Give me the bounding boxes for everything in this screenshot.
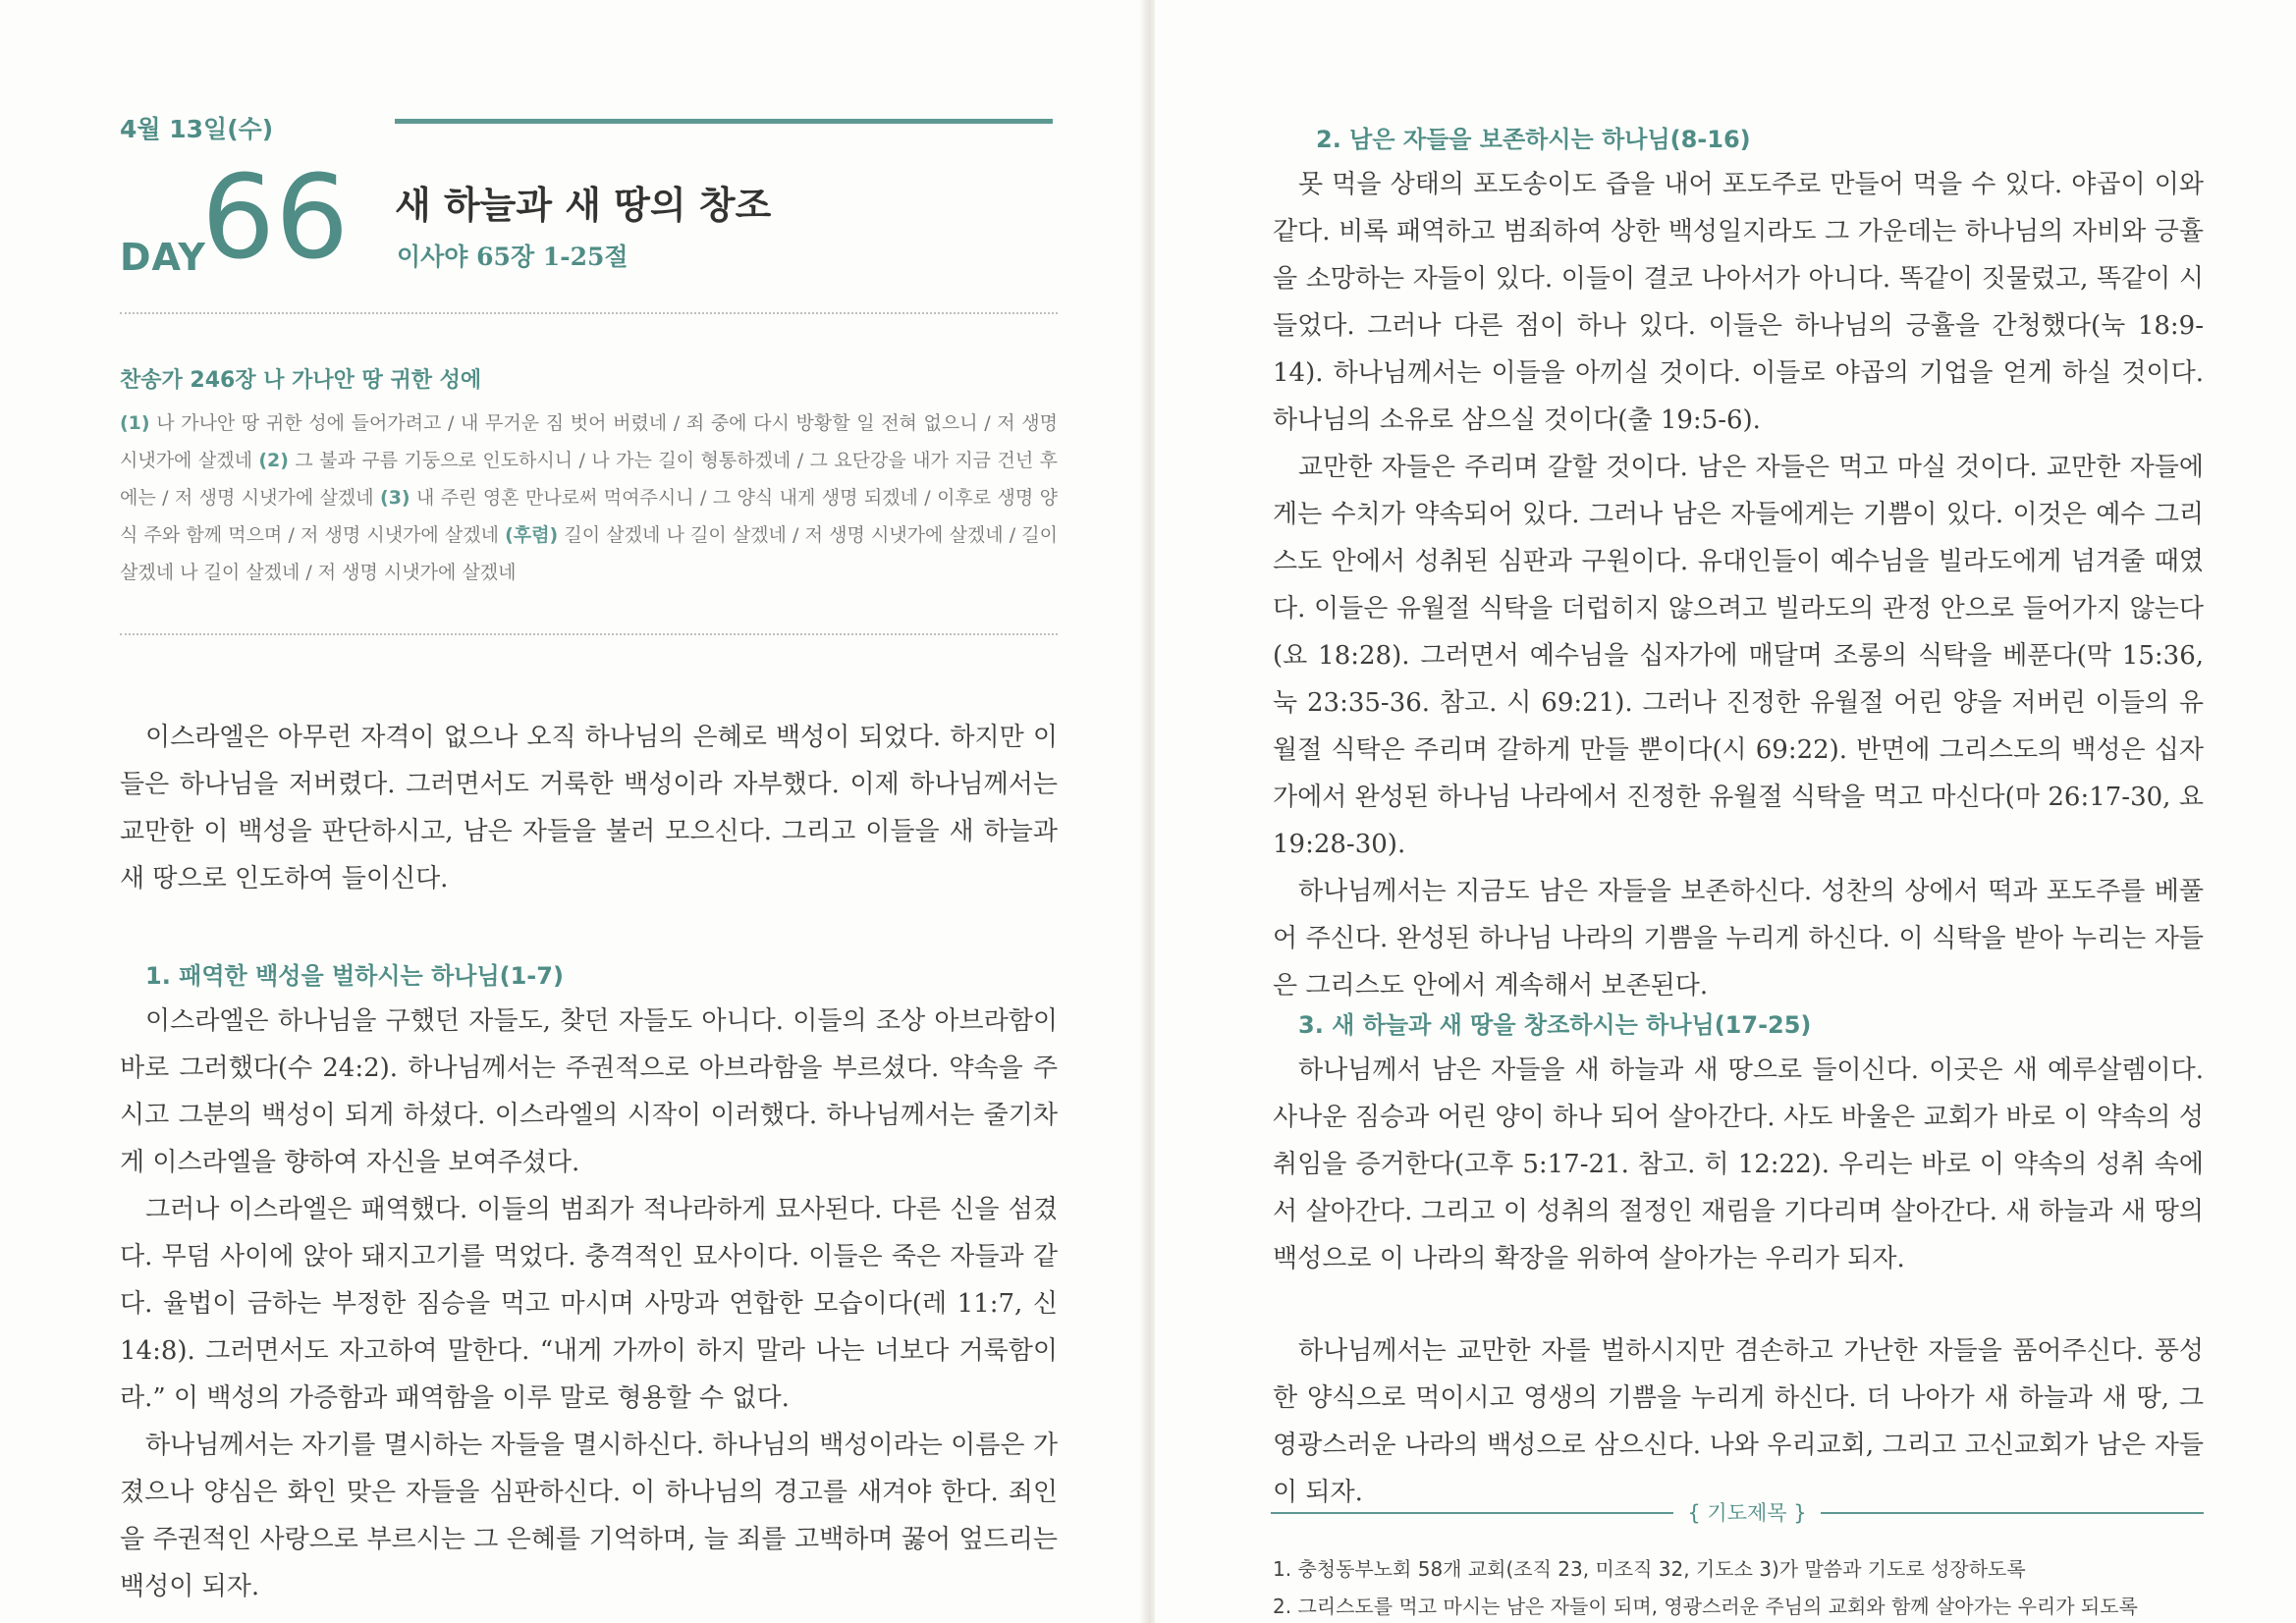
section-body xyxy=(1273,1047,2204,1282)
paragraph: 교만한 자들은 주리며 갈할 것이다. 남은 자들은 먹고 마실 것이다. 교만한 자들에게는 수치가 약속되어 있다. 그러나 남은 자들에게는 기쁨이 있다. 이것은 예수 그리스도 안에서 성취된 심판과 구원이다. 유대인들이 예수님을 빌라도에게 넘겨줄 때였다. 이들은 유월절 식탁을 더럽히지 않으려고 빌라도의 관정 안으로 들어가지 않는다(요 18:28). 그러면서 예수님을 십자가에 매달며 조롱의 식탁을 베푼다(막 15:36, 눅 23:35-36. 참고. 시 69:21). 그러나 진정한 유월절 어린 양을 저버린 이들의 유월절 식탁은 주리며 갈하게 만들 뿐이다(시 69:22). 반면에 그리스도의 백성은 십자가에서 완성된 하나님 나라에서 진정한 유월절 식탁을 먹고 마신다(마 26:17-30, 요 19:28-30). xyxy=(1273,453,2204,859)
scripture-reference: 이사야 65장 1-25절 xyxy=(397,243,629,271)
prayer-item: 2. 그리스도를 먹고 마시는 남은 자들이 되며, 영광스러운 주님의 교회와 함께 살아가는 우리가 되도록 xyxy=(1273,1595,2138,1618)
paragraph: 하나님께서는 자기를 멸시하는 자들을 멸시하신다. 하나님의 백성이라는 이름은 가졌으나 양심은 화인 맞은 자들을 심판하신다. 이 하나님의 경고를 새겨야 한다. 죄인을 주권적인 사랑으로 부르시는 그 은혜를 기억하며, 늘 죄를 고백하며 꿇어 엎드리는 백성이 되자. xyxy=(120,1431,1058,1601)
paragraph: 하나님께서 남은 자들을 새 하늘과 새 땅으로 들이신다. 이곳은 새 예루살렘이다. 사나운 짐승과 어린 양이 하나 되어 살아간다. 사도 바울은 교회가 바로 이 약속의 성취임을 증거한다(고후 5:17-21. 참고. 히 12:22). 우리는 바로 이 약속의 성취 속에서 살아간다. 그리고 이 성취의 절정인 재림을 기다리며 살아간다. 새 하늘과 새 땅의 백성으로 이 나라의 확장을 위하여 살아가는 우리가 되자. xyxy=(1273,1055,2204,1273)
verse-text: 나 가나안 땅 귀한 성에 들어가려고 / 내 무거운 짐 벗어 버렸네 / 죄 중에 다시 방황할 일 전혀 없으니 / 저 생명 시냇가에 살겠네 xyxy=(120,412,1058,471)
section-heading: 2. 남은 자들을 보존하시는 하나님(8-16) xyxy=(1316,126,1751,153)
page-title: 새 하늘과 새 땅의 창조 xyxy=(395,184,772,227)
paragraph: 이스라엘은 하나님을 구했던 자들도, 찾던 자들도 아니다. 이들의 조상 아브라함이 바로 그러했다(수 24:2). 하나님께서는 주권적으로 아브라함을 부르셨다. 약속을 주시고 그분의 백성이 되게 하셨다. 이스라엘의 시작이 이러했다. 하나님께서는 줄기차게 이스라엘을 향하여 자신을 보여주셨다. xyxy=(120,1006,1058,1177)
chorus-text: 길이 살겠네 나 길이 살겠네 / 저 생명 시냇가에 살겠네 / 길이 살겠네 나 길이 살겠네 / 저 생명 시냇가에 살겠네 xyxy=(120,524,1059,583)
right-page xyxy=(1155,0,2296,1623)
hymn-lyrics xyxy=(120,405,1058,591)
paragraph: 그러나 이스라엘은 패역했다. 이들의 범죄가 적나라하게 묘사된다. 다른 신을 섬겼다. 무덤 사이에 앉아 돼지고기를 먹었다. 충격적인 묘사이다. 이들은 죽은 자들과 같다. 율법이 금하는 부정한 짐승을 먹고 마시며 사망과 연합한 모습이다(레 11:7, 신 14:8). 그러면서도 자고하여 말한다. “내게 가까이 하지 말라 나는 너보다 거룩함이라.” 이 백성의 가증함과 패역함을 이루 말로 형용할 수 없다. xyxy=(120,1195,1058,1413)
chorus-marker: (후렴) xyxy=(505,524,559,546)
section-heading: 3. 새 하늘과 새 땅을 창조하시는 하나님(17-25) xyxy=(1298,1011,1812,1039)
intro-section xyxy=(120,714,1058,902)
verse-text: 내 주린 영혼 만나로써 먹여주시니 / 그 양식 내게 생명 되겠네 / 이후로 생명 양식 주와 함께 먹으며 / 저 생명 시냇가에 살겠네 xyxy=(120,487,1058,546)
paragraph: 못 먹을 상태의 포도송이도 즙을 내어 포도주로 만들어 먹을 수 있다. 야곱이 이와 같다. 비록 패역하고 범죄하여 상한 백성일지라도 그 가운데는 하나님의 자비와 긍휼을 소망하는 자들이 있다. 이들이 결코 나아서가 아니다. 똑같이 짓물렀고, 똑같이 시들었다. 그러나 다른 점이 하나 있다. 이들은 하나님의 긍휼을 간청했다(눅 18:9-14). 하나님께서는 이들을 아끼실 것이다. 이들로 야곱의 기업을 얻게 하실 것이다. 하나님의 소유로 삼으실 것이다(출 19:5-6). xyxy=(1273,170,2204,435)
closing-paragraph: 하나님께서는 교만한 자를 벌하시지만 겸손하고 가난한 자들을 품어주신다. 풍성한 양식으로 먹이시고 영생의 기쁨을 누리게 하신다. 더 나아가 새 하늘과 새 땅, 그 영광스러운 나라의 백성으로 삼으신다. 나와 우리교회, 그리고 고신교회가 남은 자들이 되자. xyxy=(1273,1336,2204,1507)
verse-marker: (1) xyxy=(120,412,150,434)
day-label: DAY xyxy=(120,236,206,279)
verse-marker: (3) xyxy=(380,487,410,509)
intro-paragraph: 이스라엘은 아무런 자격이 없으나 오직 하나님의 은혜로 백성이 되었다. 하지만 이들은 하나님을 저버렸다. 그러면서도 거룩한 백성이라 자부했다. 이제 하나님께서는 교만한 이 백성을 판단하시고, 남은 자들을 불러 모으신다. 그리고 이들을 새 하늘과 새 땅으로 인도하여 들이신다. xyxy=(120,723,1058,893)
divider xyxy=(120,633,1058,635)
prayer-rule-right xyxy=(1821,1512,2204,1514)
section-body xyxy=(120,998,1058,1610)
date-label: 4월 13일(수) xyxy=(120,115,274,143)
verse-text: 그 불과 구름 기둥으로 인도하시니 / 나 가는 길이 형통하겠네 / 그 요단강을 내가 지금 건넌 후에는 / 저 생명 시냇가에 살겠네 xyxy=(120,450,1058,509)
header-rule xyxy=(395,119,1053,124)
day-number: 66 xyxy=(201,149,350,285)
section-body xyxy=(1273,161,2204,1009)
closing-section xyxy=(1273,1327,2204,1516)
prayer-title: { 기도제목 } xyxy=(1687,1501,1807,1525)
prayer-rule-left xyxy=(1271,1512,1673,1514)
divider xyxy=(120,312,1058,314)
verse-marker: (2) xyxy=(258,450,289,471)
prayer-header xyxy=(1271,1497,2204,1527)
hymn-title: 찬송가 246장 나 가나안 땅 귀한 성에 xyxy=(120,368,482,393)
prayer-item: 1. 충청동부노회 58개 교회(조직 23, 미조직 32, 기도소 3)가 말씀과 기도로 성장하도록 xyxy=(1273,1557,2026,1581)
left-page xyxy=(0,0,1147,1623)
section-heading: 1. 패역한 백성을 벌하시는 하나님(1-7) xyxy=(145,962,564,990)
paragraph: 하나님께서는 지금도 남은 자들을 보존하신다. 성찬의 상에서 떡과 포도주를 베풀어 주신다. 완성된 하나님 나라의 기쁨을 누리게 하신다. 이 식탁을 받아 누리는 자들은 그리스도 안에서 계속해서 보존된다. xyxy=(1273,877,2204,1001)
